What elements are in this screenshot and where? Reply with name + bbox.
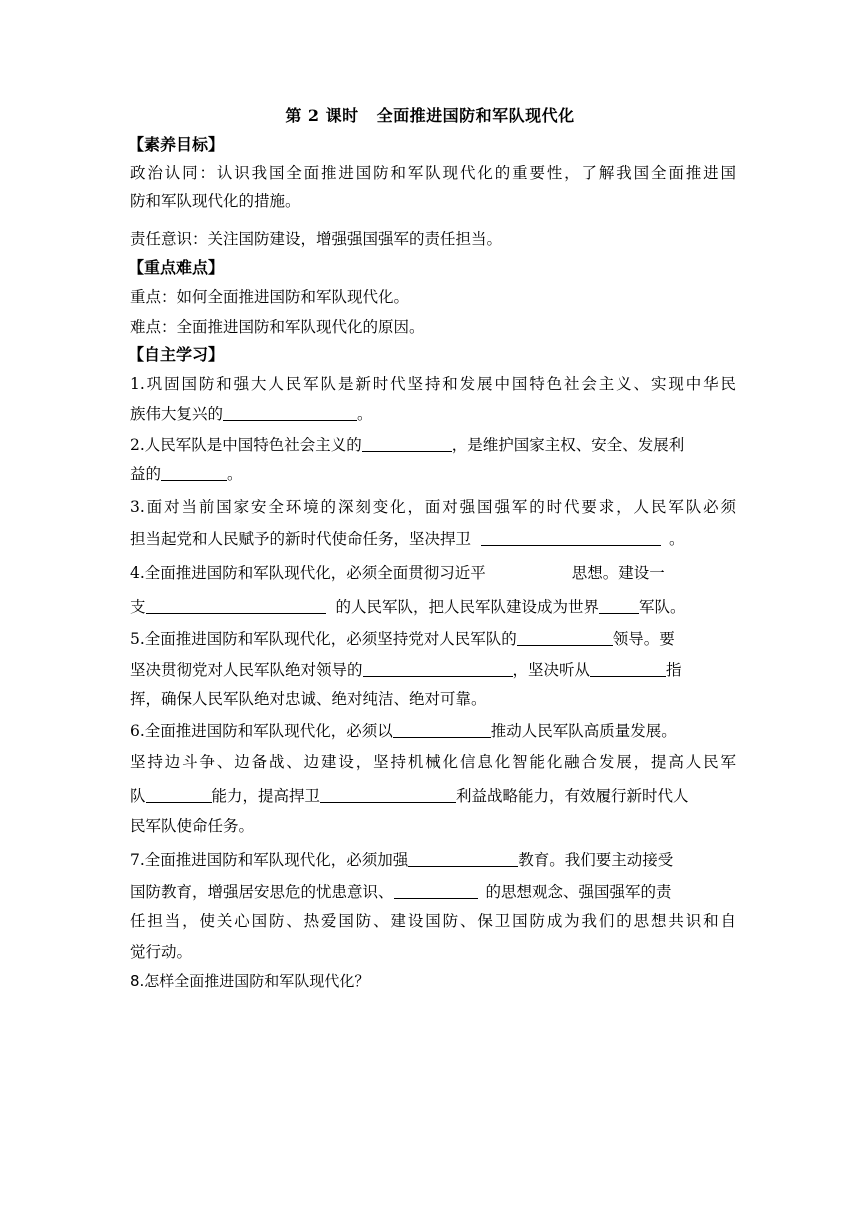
goal-political-line2: 防和军队现代化的措施。 <box>130 192 301 210</box>
answer-blank[interactable] <box>146 595 326 614</box>
answer-blank[interactable] <box>223 402 357 421</box>
answer-blank[interactable] <box>393 719 491 738</box>
self-study-heading: 【自主学习】 <box>128 345 225 364</box>
answer-blank[interactable] <box>320 784 456 803</box>
question-1-line2: 族伟大复兴的 。 <box>130 402 736 425</box>
answer-blank[interactable] <box>599 595 639 614</box>
answer-blank[interactable] <box>408 848 518 867</box>
lesson-number: 第 2 课时 <box>285 106 359 125</box>
question-1-line1: 1.巩固国防和强大人民军队是新时代坚持和发展中国特色社会主义、实现中华民 <box>130 375 736 393</box>
goal-political-line1: 政治认同：认识我国全面推进国防和军队现代化的重要性，了解我国全面推进国 <box>130 164 736 182</box>
answer-blank[interactable] <box>590 658 666 677</box>
answer-blank[interactable] <box>362 433 452 452</box>
key-points-heading: 【重点难点】 <box>128 258 225 277</box>
question-5-line1: 5.全面推进国防和军队现代化，必须坚持党对人民军队的 领导。要 <box>130 627 736 650</box>
goals-heading: 【素养目标】 <box>128 135 225 154</box>
question-3-line2: 担当起党和人民赋予的新时代使命任务，坚决捍卫 。 <box>130 526 736 550</box>
difficult-point: 难点：全面推进国防和军队现代化的原因。 <box>130 318 425 336</box>
question-8: 8.怎样全面推进国防和军队现代化？ <box>130 972 370 990</box>
question-5-line2: 坚决贯彻党对人民军队绝对领导的 ，坚决听从 指 <box>130 658 736 681</box>
goal-responsibility: 责任意识：关注国防建设，增强强国强军的责任担当。 <box>130 230 503 248</box>
answer-blank[interactable] <box>486 560 572 578</box>
question-4-line1: 4.全面推进国防和军队现代化，必须全面贯彻习近平 思想。建设一 <box>130 560 736 584</box>
question-6-line3: 队 能力，提高捍卫 利益战略能力，有效履行新时代人 <box>130 784 736 807</box>
question-3-line1: 3.面对当前国家安全环境的深刻变化，面对强国强军的时代要求，人民军队必须 <box>130 498 736 516</box>
answer-blank[interactable] <box>161 462 227 481</box>
question-7-line1: 7.全面推进国防和军队现代化，必须加强 教育。我们要主动接受 <box>130 848 736 871</box>
answer-blank[interactable] <box>146 784 212 803</box>
question-6-line1: 6.全面推进国防和军队现代化，必须以 推动人民军队高质量发展。 <box>130 719 736 742</box>
question-6-line4: 民军队使命任务。 <box>130 817 255 835</box>
question-7-line3: 任担当，使关心国防、热爱国防、建设国防、保卫国防成为我们的思想共识和自 <box>130 912 736 930</box>
answer-blank[interactable] <box>481 527 661 546</box>
question-7-line2: 国防教育，增强居安思危的忧患意识、 的思想观念、强国强军的责 <box>130 879 736 903</box>
question-2-line2: 益的 。 <box>130 462 736 485</box>
question-2-line1: 2.人民军队是中国特色社会主义的 ，是维护国家主权、安全、发展利 <box>130 433 736 456</box>
lesson-topic: 全面推进国防和军队现代化 <box>376 106 575 125</box>
question-4-line2: 支 的人民军队，把人民军队建设成为世界 军队。 <box>130 594 736 618</box>
key-point: 重点：如何全面推进国防和军队现代化。 <box>130 288 410 306</box>
question-7-line4: 觉行动。 <box>130 943 193 961</box>
lesson-title <box>130 103 730 126</box>
question-5-line3: 挥，确保人民军队绝对忠诚、绝对纯洁、绝对可靠。 <box>130 690 487 708</box>
answer-blank[interactable] <box>363 658 513 677</box>
answer-blank[interactable] <box>394 880 478 899</box>
question-6-line2: 坚持边斗争、边备战、边建设，坚持机械化信息化智能化融合发展，提高人民军 <box>130 753 736 771</box>
answer-blank[interactable] <box>517 627 613 646</box>
